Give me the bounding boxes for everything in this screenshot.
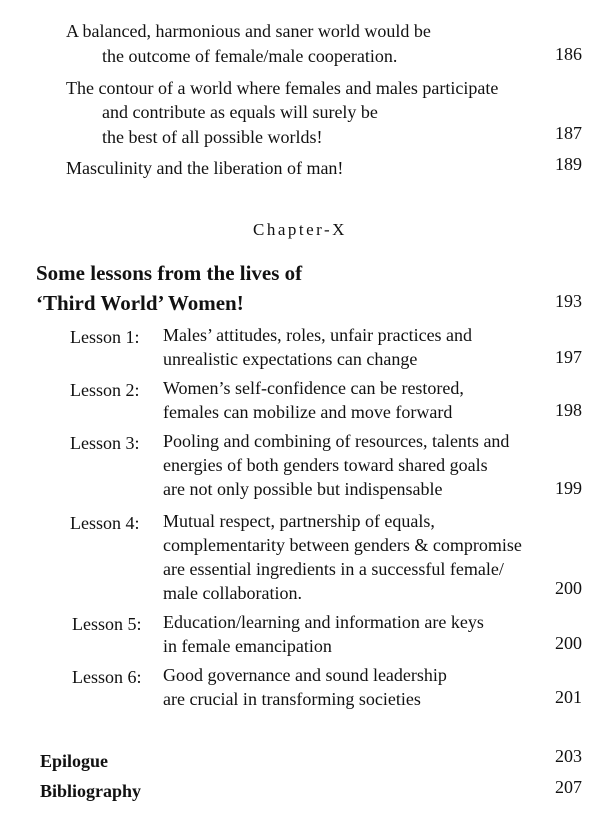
lesson-line: in female emancipation	[163, 636, 332, 656]
page-number: 199	[555, 478, 582, 498]
lesson-line: females can mobilize and move forward	[163, 402, 453, 422]
lesson-text	[163, 376, 464, 424]
lesson-label: Lesson 4:	[70, 513, 140, 533]
bibliography-label: Bibliography	[40, 781, 142, 801]
page-number: 186	[555, 44, 582, 64]
page-number: 197	[555, 347, 582, 367]
chapter-page-number: 193	[555, 291, 582, 311]
page-number: 201	[555, 687, 582, 707]
lesson-line: Males’ attitudes, roles, unfair practices and	[163, 325, 473, 345]
lesson-line: Good governance and sound leadership	[163, 665, 447, 685]
page-number: 203	[555, 746, 582, 766]
lesson-label: Lesson 5:	[72, 614, 142, 634]
lesson-line: unrealistic expectations can change	[163, 349, 418, 369]
page-number: 200	[555, 578, 582, 598]
page-number: 187	[555, 123, 582, 143]
lesson-line: are crucial in transforming societies	[163, 689, 421, 709]
lesson-line: are not only possible but indispensable	[163, 479, 443, 499]
chapter-title-line1: Some lessons from the lives of	[36, 261, 303, 285]
entry-line: and contribute as equals will surely be	[102, 102, 378, 122]
lesson-line: Pooling and combining of resources, talents and	[163, 431, 510, 451]
epilogue-label: Epilogue	[40, 751, 109, 771]
lesson-label: Lesson 6:	[72, 667, 142, 687]
chapter-label: Chapter-X	[253, 220, 347, 239]
lesson-line: complementarity between genders & compromise	[163, 535, 522, 555]
entry-line: the outcome of female/male cooperation.	[102, 46, 398, 66]
entry-line: A balanced, harmonious and saner world would be	[66, 21, 431, 41]
entry-line: the best of all possible worlds!	[102, 127, 323, 147]
page-number: 200	[555, 633, 582, 653]
lesson-text	[163, 429, 509, 501]
page-number: 189	[555, 154, 582, 174]
lesson-line: are essential ingredients in a successful female/	[163, 559, 504, 579]
lesson-text	[163, 509, 522, 605]
lesson-label: Lesson 2:	[70, 380, 140, 400]
entry-line: The contour of a world where females and males participate	[66, 78, 499, 98]
lesson-line: Women’s self-confidence can be restored,	[163, 378, 464, 398]
lesson-line: Mutual respect, partnership of equals,	[163, 511, 435, 531]
entry-line: Masculinity and the liberation of man!	[66, 158, 344, 178]
lesson-text	[163, 323, 472, 371]
lesson-line: Education/learning and information are keys	[163, 612, 484, 632]
lesson-label: Lesson 3:	[70, 433, 140, 453]
lesson-label: Lesson 1:	[70, 327, 140, 347]
lesson-text	[163, 663, 447, 711]
lesson-text	[163, 610, 484, 658]
page-number: 198	[555, 400, 582, 420]
page-number: 207	[555, 777, 582, 797]
lesson-line: energies of both genders toward shared goals	[163, 455, 488, 475]
lesson-line: male collaboration.	[163, 583, 302, 603]
chapter-title-line2: ‘Third World’ Women!	[36, 291, 244, 315]
